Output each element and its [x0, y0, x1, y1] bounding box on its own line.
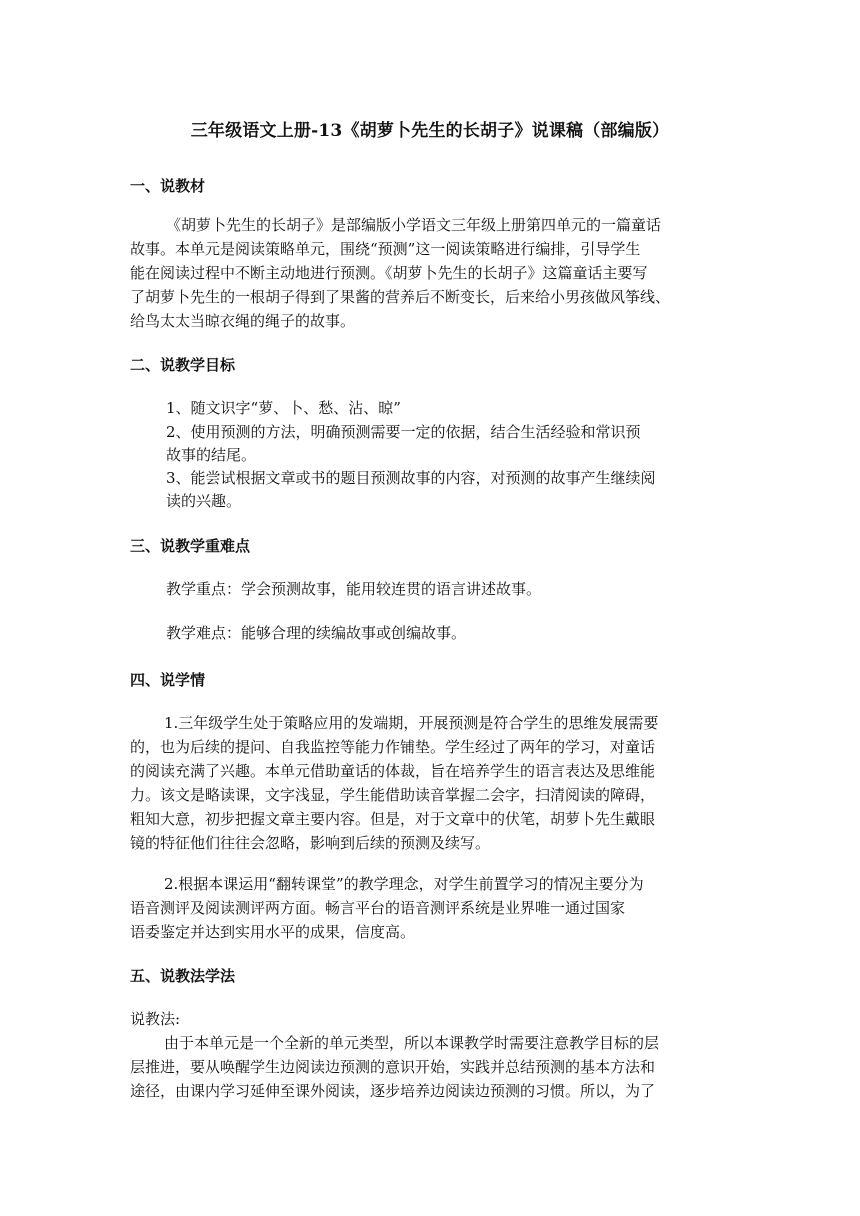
section-heading-goals: 二、说教学目标	[130, 356, 236, 374]
text-line: 力。该文是略读课，文字浅显，学生能借助读音掌握二会字，扫清阅读的障碍，	[130, 786, 656, 804]
section-heading-textbook: 一、说教材	[130, 177, 206, 195]
section-heading-methods: 五、说教法学法	[130, 967, 236, 985]
text-line: 2.根据本课运用“翻转课堂”的教学理念，对学生前置学习的情况主要分为	[164, 875, 644, 893]
document-title: 三年级语文上册-13《胡萝卜先生的长胡子》说课稿（部编版）	[190, 121, 670, 141]
text-line: 镜的特征他们往往会忽略，影响到后续的预测及续写。	[130, 834, 491, 852]
text-line: 的，也为后续的提问、自我监控等能力作铺垫。学生经过了两年的学习，对童话	[130, 738, 656, 756]
text-line: 了胡萝卜先生的一根胡子得到了果酱的营养后不断变长，后来给小男孩做风筝线、	[130, 288, 671, 306]
text-line: 层推进，要从唤醒学生边阅读边预测的意识开始，实践并总结预测的基本方法和	[130, 1058, 656, 1076]
difficult-point: 教学难点：能够合理的续编故事或创编故事。	[166, 624, 467, 642]
goal-item: 1、随文识字“萝、卜、愁、沾、晾”	[166, 399, 401, 417]
text-line: 粗知大意，初步把握文章主要内容。但是，对于文章中的伏笔，胡萝卜先生戴眼	[130, 810, 656, 828]
section-heading-students: 四、说学情	[130, 671, 206, 689]
text-line: 能在阅读过程中不断主动地进行预测。《胡萝卜先生的长胡子》这篇童话主要写	[130, 264, 648, 282]
text-line: 故事。本单元是阅读策略单元，围绕“预测”这一阅读策略进行编排，引导学生	[130, 240, 641, 258]
text-line: 途径，由课内学习延伸至课外阅读，逐步培养边阅读边预测的习惯。所以，为了	[130, 1082, 656, 1100]
text-line: 的阅读充满了兴趣。本单元借助童话的体裁，旨在培养学生的语言表达及思维能	[130, 762, 656, 780]
subheading-teaching-method: 说教法:	[130, 1010, 181, 1028]
key-point: 教学重点：学会预测故事，能用较连贯的语言讲述故事。	[166, 580, 542, 598]
text-line: 给鸟太太当晾衣绳的绳子的故事。	[130, 312, 356, 330]
text-line: 语音测评及阅读测评两方面。畅言平台的语音测评系统是业界唯一通过国家	[130, 899, 626, 917]
text-line: 语委鉴定并达到实用水平的成果，信度高。	[130, 923, 416, 941]
goal-item-continued: 故事的结尾。	[166, 446, 257, 464]
goal-item-continued: 读的兴趣。	[166, 492, 242, 510]
section-heading-key-points: 三、说教学重难点	[130, 537, 251, 555]
text-line: 1.三年级学生处于策略应用的发端期，开展预测是符合学生的思维发展需要	[164, 714, 659, 732]
text-line: 由于本单元是一个全新的单元类型，所以本课教学时需要注意教学目标的层	[164, 1034, 660, 1052]
goal-item: 3、能尝试根据文章或书的题目预测故事的内容，对预测的故事产生继续阅	[166, 469, 656, 487]
goal-item: 2、使用预测的方法，明确预测需要一定的依据，结合生活经验和常识预	[166, 423, 641, 441]
text-line: 《胡萝卜先生的长胡子》是部编版小学语文三年级上册第四单元的一篇童话	[166, 216, 662, 234]
